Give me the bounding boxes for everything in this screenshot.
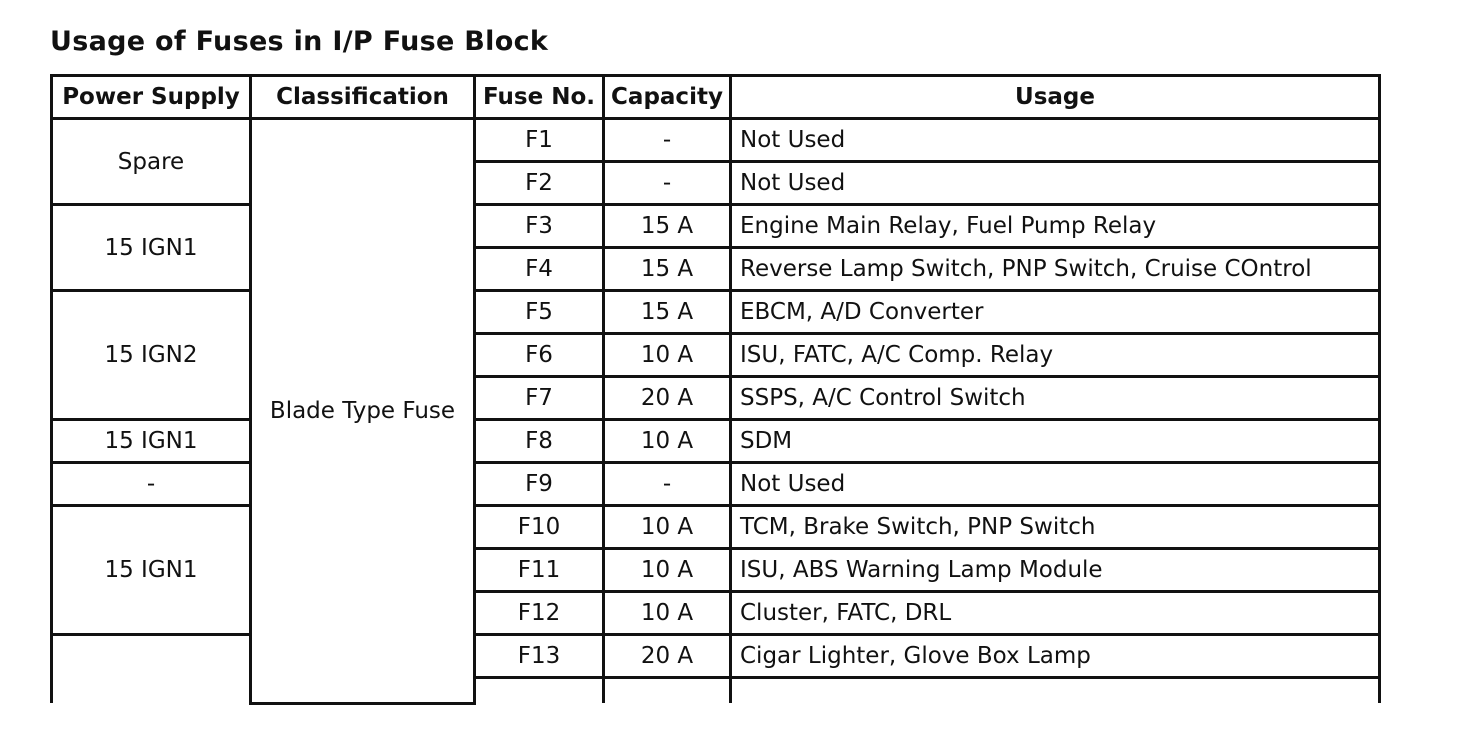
power-supply-cell: 15 IGN1 [52,205,251,291]
fuse-number-cell: F12 [475,592,604,635]
power-supply-cell [52,635,251,704]
table-header-row [52,76,1380,119]
header-classification: Classification [251,76,475,119]
fuse-number-cell: F2 [475,162,604,205]
power-supply-cell: 15 IGN2 [52,291,251,420]
fuse-number-cell: F10 [475,506,604,549]
capacity-cell: 15 A [604,291,731,334]
fuse-usage-table [50,74,1381,705]
usage-cell: Cluster, FATC, DRL [731,592,1380,635]
usage-cell: EBCM, A/D Converter [731,291,1380,334]
capacity-cell: 20 A [604,635,731,678]
usage-cell: SSPS, A/C Control Switch [731,377,1380,420]
capacity-cell: - [604,463,731,506]
fuse-number-cell: F3 [475,205,604,248]
usage-cell: ISU, ABS Warning Lamp Module [731,549,1380,592]
usage-cell: SDM [731,420,1380,463]
capacity-cell: 10 A [604,549,731,592]
capacity-cell: 20 A [604,377,731,420]
usage-cell-empty [731,678,1380,704]
usage-cell: Engine Main Relay, Fuel Pump Relay [731,205,1380,248]
usage-cell: Not Used [731,463,1380,506]
capacity-cell: 10 A [604,592,731,635]
usage-cell: ISU, FATC, A/C Comp. Relay [731,334,1380,377]
capacity-cell: 10 A [604,420,731,463]
fuse-number-cell: F1 [475,119,604,162]
table-row [52,119,1380,162]
power-supply-cell: 15 IGN1 [52,506,251,635]
fuse-number-cell: F7 [475,377,604,420]
fuse-number-cell: F11 [475,549,604,592]
header-fuse-no: Fuse No. [475,76,604,119]
usage-cell: TCM, Brake Switch, PNP Switch [731,506,1380,549]
usage-cell: Not Used [731,119,1380,162]
fuse-number-cell: F6 [475,334,604,377]
fuse-number-cell: F9 [475,463,604,506]
power-supply-cell: 15 IGN1 [52,420,251,463]
header-power-supply: Power Supply [52,76,251,119]
power-supply-cell: - [52,463,251,506]
fuse-number-cell: F8 [475,420,604,463]
header-usage: Usage [731,76,1380,119]
page-title: Usage of Fuses in I/P Fuse Block [50,26,549,57]
fuse-number-cell-empty [475,678,604,704]
fuse-number-cell: F13 [475,635,604,678]
fuse-number-cell: F4 [475,248,604,291]
capacity-cell: 15 A [604,205,731,248]
capacity-cell: 10 A [604,334,731,377]
header-capacity: Capacity [604,76,731,119]
capacity-cell-empty [604,678,731,704]
classification-cell: Blade Type Fuse [251,119,475,704]
usage-cell: Not Used [731,162,1380,205]
power-supply-cell: Spare [52,119,251,205]
usage-cell: Reverse Lamp Switch, PNP Switch, Cruise COntrol [731,248,1380,291]
usage-cell: Cigar Lighter, Glove Box Lamp [731,635,1380,678]
capacity-cell: - [604,119,731,162]
capacity-cell: - [604,162,731,205]
capacity-cell: 15 A [604,248,731,291]
fuse-number-cell: F5 [475,291,604,334]
capacity-cell: 10 A [604,506,731,549]
